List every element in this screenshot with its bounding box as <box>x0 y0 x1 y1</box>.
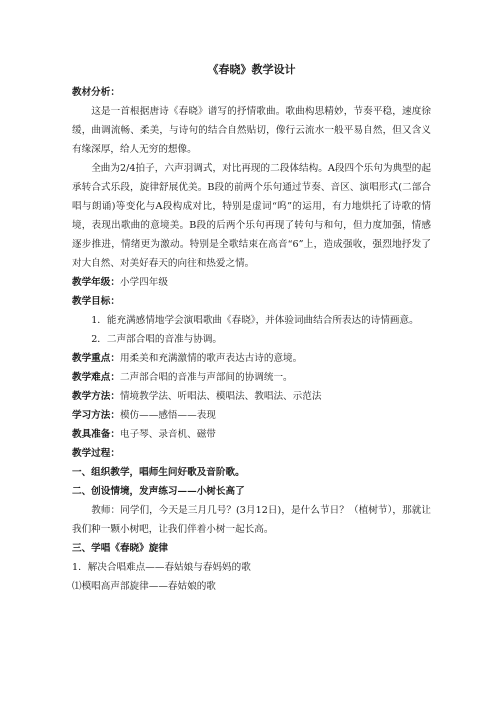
difficulty-line <box>72 368 431 387</box>
process-step-3: 三、学唱《春晓》旋律 <box>72 543 168 554</box>
process-step-2: 二、创设情境，发声练习——小树长高了 <box>72 486 245 497</box>
teaching-method-line <box>72 387 431 406</box>
process-heading: 教学过程： <box>72 448 120 459</box>
teaching-method-label: 教学方法： <box>72 391 120 402</box>
teaching-method-value: 情境教学法、听唱法、模唱法、教唱法、示范法 <box>119 391 322 402</box>
key-point-label: 教学重点： <box>72 353 120 364</box>
goal-item-2: 2．二声部合唱的音准与协调。 <box>91 334 223 345</box>
process-step-2-text: 教师：同学们，今天是三月几号？(3月12日)，是什么节日？（植树节），那就让我们种一颗小树吧，让我们伴着小树一起长高。 <box>72 505 431 535</box>
difficulty-value: 二声部合唱的音准与声部间的协调统一。 <box>119 372 293 383</box>
document-title: 《春晓》教学设计 <box>207 63 296 76</box>
analysis-paragraph-2: 全曲为2/4拍子，六声羽调式，对比再现的二段体结构。A段四个乐句为典型的起承转合式乐段，旋律舒展优美。B段的前两个乐句通过节奏、音区、演唱形式(二部合唱与朗诵)等变化与A段构成对比，特别是虚词“呜”的运用，有力地烘托了诗歌的情境，表现出歌曲的意境美。B段的后两个乐句再现了转句与和句，但力度加强，情感逐步推进，情绪更为激动。特别是全歌结束在高音“6”上，造成强收，强烈地抒发了对大自然、对美好春天的向往和热爱之情。 <box>72 163 431 269</box>
key-point-value: 用柔美和充满激情的歌声表达古诗的意境。 <box>119 353 303 364</box>
grade-value: 小学四年级 <box>119 277 168 288</box>
grade-line <box>72 273 431 292</box>
tools-line <box>72 425 431 444</box>
study-method-label: 学习方法： <box>72 410 120 421</box>
process-step-1: 一、组织教学，唱师生问好歌及音阶歌。 <box>72 467 245 478</box>
grade-label: 教学年级： <box>72 277 120 288</box>
key-point-line <box>72 349 431 368</box>
difficulty-label: 教学难点： <box>72 372 120 383</box>
document-page <box>72 62 431 596</box>
analysis-heading: 教材分析： <box>72 87 120 98</box>
study-method-line <box>72 406 431 425</box>
goal-item-1: 1．能充满感情地学会演唱歌曲《春晓》，并体验词曲结合所表达的诗情画意。 <box>91 315 419 326</box>
analysis-paragraph-1: 这是一首根据唐诗《春晓》谱写的抒情歌曲。歌曲构思精妙，节奏平稳，速度徐缓，曲调流畅、柔美，与诗句的结合自然贴切，像行云流水一般平易自然，但又含义有缘深厚，给人无穷的想像。 <box>72 106 431 155</box>
process-sub-1: 1．解决合唱难点——春姑娘与春妈妈的歌 <box>72 562 251 573</box>
goals-heading: 教学目标： <box>72 296 120 307</box>
study-method-value: 模仿——感悟——表现 <box>119 410 216 421</box>
tools-label: 教具准备： <box>72 429 120 440</box>
process-sub-1a: ⑴模唱高声部旋律——春姑娘的歌 <box>72 581 216 592</box>
tools-value: 电子琴、录音机、磁带 <box>119 429 216 440</box>
